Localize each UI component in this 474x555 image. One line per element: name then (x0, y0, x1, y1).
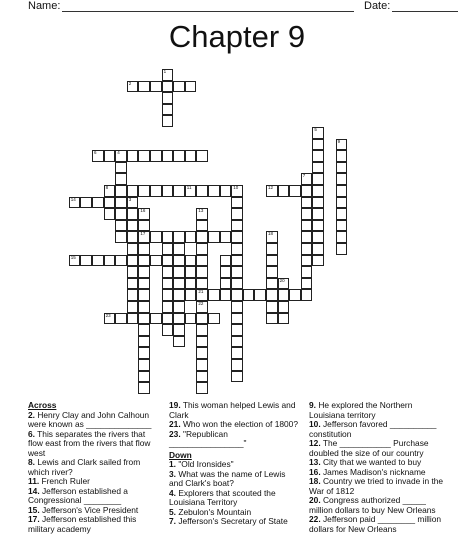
grid-cell[interactable] (301, 243, 313, 255)
grid-cell[interactable] (162, 104, 174, 116)
clue-across-6: 17. Jefferson established this military academy (28, 514, 137, 534)
grid-cell[interactable] (185, 150, 197, 162)
clue-number-label: 7 (302, 173, 306, 179)
clue-number-label: 13 (198, 208, 204, 214)
clue-across-3: 11. French Ruler (28, 476, 90, 486)
clue-down-5: 9. He explored the Northern Louisiana territory (309, 400, 413, 420)
grid-cell[interactable] (301, 255, 313, 267)
grid-cell[interactable] (173, 324, 185, 336)
grid-cell[interactable] (80, 255, 92, 267)
grid-cell[interactable] (312, 173, 324, 185)
grid-cell[interactable] (266, 301, 278, 313)
grid-cell[interactable] (150, 150, 162, 162)
grid-cell[interactable] (92, 197, 104, 209)
grid-cell[interactable] (150, 81, 162, 93)
grid-cell[interactable] (104, 150, 116, 162)
grid-cell[interactable] (185, 266, 197, 278)
grid-cell[interactable] (289, 289, 301, 301)
grid-cell[interactable] (312, 208, 324, 220)
grid-cell[interactable] (266, 243, 278, 255)
grid-cell[interactable] (231, 359, 243, 371)
grid-cell[interactable] (173, 301, 185, 313)
grid-cell[interactable] (162, 313, 174, 325)
grid-cell[interactable] (138, 231, 150, 243)
grid-cell[interactable] (301, 208, 313, 220)
grid-cell[interactable] (278, 313, 290, 325)
grid-cell[interactable] (162, 150, 174, 162)
grid-cell[interactable] (196, 278, 208, 290)
clue-number-label: 3 (128, 196, 132, 202)
grid-cell[interactable] (173, 278, 185, 290)
grid-cell[interactable] (138, 278, 150, 290)
grid-cell[interactable] (92, 255, 104, 267)
grid-cell[interactable] (312, 197, 324, 209)
across-heading: Across (28, 400, 57, 410)
grid-cell[interactable] (196, 255, 208, 267)
grid-cell[interactable] (208, 289, 220, 301)
grid-cell[interactable] (173, 336, 185, 348)
clue-number-label: 11 (186, 185, 192, 190)
clue-number-label: 4 (117, 150, 120, 156)
grid-cell[interactable] (196, 371, 208, 383)
grid-cell[interactable] (266, 185, 278, 197)
grid-cell[interactable] (185, 231, 197, 243)
grid-cell[interactable] (173, 81, 185, 93)
grid-cell[interactable] (115, 162, 127, 174)
clue-across-1: 6. This separates the rivers that flow east from the rivers that flow west (28, 428, 151, 458)
clue-down-0: 1. "Old Ironsides" (169, 459, 234, 469)
grid-cell[interactable] (138, 371, 150, 383)
grid-cell[interactable] (173, 243, 185, 255)
grid-cell[interactable] (127, 220, 139, 232)
clue-number-label: 16 (140, 208, 146, 214)
grid-cell[interactable] (115, 313, 127, 325)
grid-cell[interactable] (162, 243, 174, 255)
grid-cell[interactable] (196, 243, 208, 255)
grid-cell[interactable] (173, 266, 185, 278)
grid-cell[interactable] (185, 81, 197, 93)
grid-cell[interactable] (196, 185, 208, 197)
clue-down-6: 10. Jefferson favored __________ constitution (309, 419, 437, 439)
grid-cell[interactable] (127, 81, 139, 93)
grid-cell[interactable] (196, 289, 208, 301)
grid-cell[interactable] (138, 266, 150, 278)
grid-cell[interactable] (115, 231, 127, 243)
clue-down-9: 16. James Madison's nickname (309, 466, 426, 477)
grid-cell[interactable] (336, 185, 348, 197)
grid-cell[interactable] (185, 185, 197, 197)
grid-cell[interactable] (196, 150, 208, 162)
down-column-2 (309, 401, 449, 534)
grid-cell[interactable] (231, 185, 243, 197)
grid-cell[interactable] (196, 324, 208, 336)
grid-cell[interactable] (127, 197, 139, 209)
grid-cell[interactable] (173, 289, 185, 301)
grid-cell[interactable] (336, 208, 348, 220)
grid-cell[interactable] (231, 231, 243, 243)
clue-down-3: 5. Zebulon's Mountain (169, 506, 252, 517)
grid-cell[interactable] (278, 185, 290, 197)
grid-cell[interactable] (301, 289, 313, 301)
clue-number-label: 6 (94, 150, 97, 156)
grid-cell[interactable] (266, 255, 278, 267)
clue-down-10: 18. Country we tried to invade in the War of 1812 (309, 476, 444, 496)
clue-across-5: 15. Jefferson's Vice President (28, 504, 139, 515)
grid-cell[interactable] (138, 336, 150, 348)
grid-cell[interactable] (196, 301, 208, 313)
grid-cell[interactable] (301, 197, 313, 209)
grid-cell[interactable] (254, 289, 266, 301)
clue-down-12: 22. Jefferson paid ________ million dollars for New Orleans (309, 514, 442, 534)
grid-cell[interactable] (336, 231, 348, 243)
grid-cell[interactable] (138, 301, 150, 313)
grid-cell[interactable] (336, 162, 348, 174)
grid-cell[interactable] (231, 208, 243, 220)
grid-cell[interactable] (115, 185, 127, 197)
grid-cell[interactable] (104, 313, 116, 325)
clue-across-8: 21. Who won the election of 1800? (169, 419, 298, 429)
grid-cell[interactable] (312, 185, 324, 197)
grid-cell[interactable] (162, 69, 174, 81)
grid-cell[interactable] (336, 220, 348, 232)
grid-cell[interactable] (173, 313, 185, 325)
grid-cell[interactable] (162, 301, 174, 313)
grid-cell[interactable] (138, 382, 150, 394)
grid-cell[interactable] (69, 255, 81, 267)
grid-cell[interactable] (115, 220, 127, 232)
grid-cell[interactable] (278, 289, 290, 301)
grid-cell[interactable] (162, 278, 174, 290)
grid-cell[interactable] (115, 197, 127, 209)
grid-cell[interactable] (336, 197, 348, 209)
grid-cell[interactable] (127, 266, 139, 278)
grid-cell[interactable] (220, 185, 232, 197)
down-heading: Down (169, 449, 192, 460)
grid-cell[interactable] (196, 231, 208, 243)
clue-number-label: 15 (70, 254, 76, 260)
grid-cell[interactable] (208, 231, 220, 243)
grid-cell[interactable] (92, 150, 104, 162)
grid-cell[interactable] (266, 278, 278, 290)
grid-cell[interactable] (312, 220, 324, 232)
grid-cell[interactable] (127, 231, 139, 243)
grid-cell[interactable] (138, 243, 150, 255)
grid-cell[interactable] (196, 266, 208, 278)
grid-cell[interactable] (138, 220, 150, 232)
grid-cell[interactable] (312, 162, 324, 174)
grid-cell[interactable] (127, 208, 139, 220)
grid-cell[interactable] (162, 92, 174, 104)
grid-cell[interactable] (173, 150, 185, 162)
clue-number-label: 14 (70, 196, 76, 202)
grid-cell[interactable] (208, 185, 220, 197)
grid-cell[interactable] (278, 301, 290, 313)
grid-cell[interactable] (312, 255, 324, 267)
grid-cell[interactable] (220, 278, 232, 290)
grid-cell[interactable] (336, 139, 348, 151)
grid-cell[interactable] (162, 324, 174, 336)
grid-cell[interactable] (220, 289, 232, 301)
clue-down-8: 13. City that we wanted to buy (309, 457, 422, 467)
grid-cell[interactable] (196, 359, 208, 371)
grid-cell[interactable] (231, 278, 243, 290)
grid-cell[interactable] (312, 150, 324, 162)
clue-number-label: 9 (337, 138, 341, 144)
grid-cell[interactable] (266, 266, 278, 278)
clue-number-label: 1 (163, 69, 167, 74)
grid-cell[interactable] (231, 255, 243, 267)
grid-cell[interactable] (196, 336, 208, 348)
clue-number-label: 5 (314, 127, 317, 132)
grid-cell[interactable] (115, 255, 127, 267)
grid-cell[interactable] (162, 289, 174, 301)
grid-cell[interactable] (127, 289, 139, 301)
grid-cell[interactable] (127, 185, 139, 197)
grid-cell[interactable] (278, 278, 290, 290)
grid-cell[interactable] (162, 81, 174, 93)
grid-cell[interactable] (289, 185, 301, 197)
grid-cell[interactable] (231, 324, 243, 336)
grid-cell[interactable] (127, 313, 139, 325)
grid-cell[interactable] (301, 220, 313, 232)
grid-cell[interactable] (138, 81, 150, 93)
grid-cell[interactable] (185, 313, 197, 325)
clue-number-label: 23 (105, 312, 111, 318)
grid-cell[interactable] (162, 255, 174, 267)
grid-cell[interactable] (138, 255, 150, 267)
grid-cell[interactable] (301, 266, 313, 278)
grid-cell[interactable] (80, 197, 92, 209)
grid-cell[interactable] (196, 347, 208, 359)
grid-cell[interactable] (115, 150, 127, 162)
grid-cell[interactable] (115, 208, 127, 220)
grid-cell[interactable] (301, 185, 313, 197)
grid-cell[interactable] (231, 371, 243, 383)
grid-cell[interactable] (173, 255, 185, 267)
grid-cell[interactable] (312, 243, 324, 255)
grid-cell[interactable] (138, 185, 150, 197)
grid-cell[interactable] (162, 266, 174, 278)
grid-cell[interactable] (127, 255, 139, 267)
grid-cell[interactable] (231, 289, 243, 301)
grid-cell[interactable] (196, 313, 208, 325)
grid-cell[interactable] (208, 313, 220, 325)
grid-cell[interactable] (220, 255, 232, 267)
grid-cell[interactable] (104, 208, 116, 220)
grid-cell[interactable] (104, 255, 116, 267)
grid-cell[interactable] (104, 185, 116, 197)
grid-cell[interactable] (231, 197, 243, 209)
grid-cell[interactable] (266, 289, 278, 301)
grid-cell[interactable] (312, 127, 324, 139)
grid-cell[interactable] (312, 139, 324, 151)
clue-across-2: 8. Lewis and Clark sailed from which river? (28, 457, 141, 477)
grid-cell[interactable] (138, 313, 150, 325)
grid-cell[interactable] (127, 243, 139, 255)
grid-cell[interactable] (104, 197, 116, 209)
clue-number-label: 17 (140, 231, 146, 237)
grid-cell[interactable] (150, 185, 162, 197)
grid-cell[interactable] (127, 301, 139, 313)
grid-cell[interactable] (150, 255, 162, 267)
grid-cell[interactable] (231, 347, 243, 359)
grid-cell[interactable] (138, 289, 150, 301)
grid-cell[interactable] (185, 278, 197, 290)
grid-cell[interactable] (138, 359, 150, 371)
name-label: Name: (28, 0, 61, 12)
grid-cell[interactable] (173, 231, 185, 243)
grid-cell[interactable] (162, 231, 174, 243)
clue-number-label: 10 (233, 185, 239, 190)
grid-cell[interactable] (231, 243, 243, 255)
grid-cell[interactable] (196, 208, 208, 220)
clue-down-1: 3. What was the name of Lewis and Clark's boat? (169, 468, 286, 488)
grid-cell[interactable] (173, 185, 185, 197)
clue-number-label: 18 (268, 231, 274, 237)
grid-cell[interactable] (220, 266, 232, 278)
grid-cell[interactable] (336, 150, 348, 162)
grid-cell[interactable] (138, 324, 150, 336)
across-column-1 (28, 401, 158, 534)
grid-cell[interactable] (231, 301, 243, 313)
grid-cell[interactable] (127, 150, 139, 162)
grid-cell[interactable] (150, 313, 162, 325)
grid-cell[interactable] (231, 220, 243, 232)
date-label: Date: (364, 0, 391, 12)
clue-across-4: 14. Jefferson established a Congressional ________ (28, 485, 128, 505)
clue-down-2: 4. Explorers that scouted the Louisiana Territory (169, 487, 276, 507)
clue-list (28, 401, 468, 553)
clue-number-label: 2 (128, 80, 132, 86)
grid-cell[interactable] (138, 150, 150, 162)
clue-number-label: 20 (279, 277, 285, 283)
grid-cell[interactable] (138, 347, 150, 359)
grid-cell[interactable] (312, 231, 324, 243)
grid-cell[interactable] (266, 231, 278, 243)
page-title: Chapter 9 (168, 19, 306, 54)
grid-cell[interactable] (231, 336, 243, 348)
grid-cell[interactable] (162, 185, 174, 197)
clue-across-7: 19. This woman helped Lewis and Clark (169, 400, 296, 420)
clue-number-label: 12 (268, 185, 274, 190)
clue-number-label: 8 (105, 185, 109, 190)
clue-number-label: 22 (198, 301, 204, 306)
clue-down-4: 7. Jefferson's Secretary of State (169, 516, 288, 526)
grid-cell[interactable] (162, 115, 174, 127)
grid-cell[interactable] (231, 313, 243, 325)
across-column-2 (169, 401, 299, 527)
clue-number-label: 21 (198, 289, 204, 295)
grid-cell[interactable] (185, 289, 197, 301)
grid-cell[interactable] (301, 231, 313, 243)
grid-cell[interactable] (138, 208, 150, 220)
grid-cell[interactable] (196, 382, 208, 394)
grid-cell[interactable] (243, 289, 255, 301)
grid-cell[interactable] (220, 231, 232, 243)
grid-cell[interactable] (115, 173, 127, 185)
clue-down-7: 12. The ___________ Purchase doubled the size of our country (309, 438, 429, 458)
grid-cell[interactable] (301, 278, 313, 290)
clue-across-0: 2. Henry Clay and John Calhoun were known as ______________ (28, 409, 152, 429)
grid-cell[interactable] (336, 173, 348, 185)
grid-cell[interactable] (127, 278, 139, 290)
grid-cell[interactable] (336, 243, 348, 255)
clue-across-9: 23. "Republican ________________" (169, 428, 247, 448)
grid-cell[interactable] (231, 266, 243, 278)
grid-cell[interactable] (150, 231, 162, 243)
grid-cell[interactable] (301, 173, 313, 185)
grid-cell[interactable] (185, 255, 197, 267)
grid-cell[interactable] (69, 197, 81, 209)
grid-cell[interactable] (196, 220, 208, 232)
grid-cell[interactable] (266, 313, 278, 325)
clue-down-11: 20. Congress authorized _____ million dollars to buy New Orleans (309, 495, 436, 515)
